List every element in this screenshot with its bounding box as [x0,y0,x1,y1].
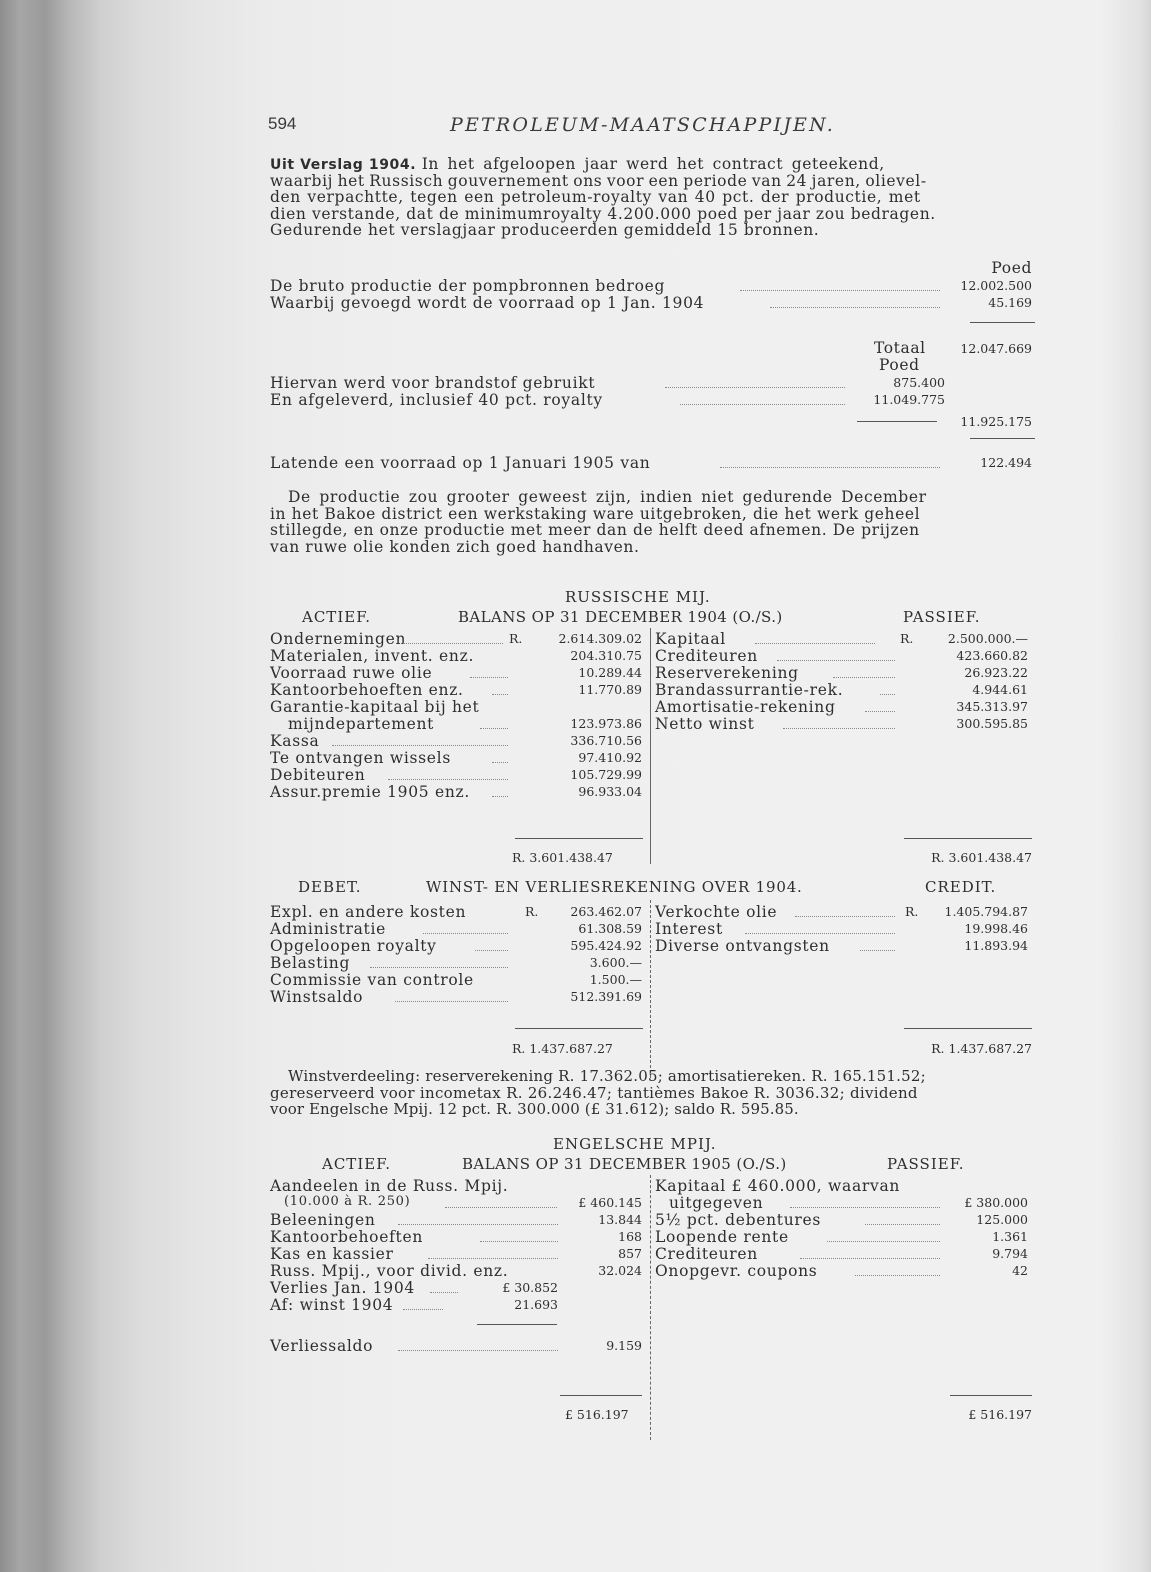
sum-rule [904,1028,1032,1029]
sum-rule [857,421,937,422]
winst-af-row: Af: winst 1904 21.693 [270,1296,558,1314]
unit-label: Poed [991,259,1032,277]
usage-total: 11.925.175 [960,414,1032,429]
leader-dots [430,1290,458,1293]
credit-row: Interest 19.998.46 [655,920,1028,938]
sum-rule [970,438,1035,439]
leader-dots [880,692,895,695]
leader-dots [492,692,508,695]
passief-row: uitgegeven £ 380.000 [669,1194,1028,1212]
leader-dots [855,1273,940,1276]
leader-dots [795,914,895,917]
intro-line-1: Uit Verslag 1904. In het afgeloopen jaar werd het contract geteekend, [270,155,885,173]
leader-dots [492,794,508,797]
leader-dots [470,675,508,678]
leader-dots [445,1205,557,1208]
column-divider [650,1175,651,1440]
para2-line: van ruwe olie konden zich goed handhaven. [270,537,640,556]
leader-dots [388,777,508,780]
actief-row: Russ. Mpij., voor divid. enz. 32.024 [270,1262,642,1280]
credit-total: R. 1.437.687.27 [931,1041,1032,1056]
actief-total: R. 3.601.438.47 [512,850,613,865]
passief-row: Kapitaal R. 2.500.000.— [655,630,1028,648]
section-title: RUSSISCHE MIJ. [565,588,711,606]
leader-dots [777,658,895,661]
para2-line: in het Bakoe district een werkstaking ware uitgebroken, die het werk geheel [270,504,921,523]
total-value: 12.047.669 [960,341,1032,356]
passief-row: Crediteuren 423.660.82 [655,647,1028,665]
leader-dots [790,1205,940,1208]
russische-balance-sheet [270,588,1035,868]
leader-dots [428,1256,558,1259]
production-statement [270,260,1035,470]
actief-row: Kantoorbehoeften 168 [270,1228,642,1246]
running-title: PETROLEUM-MAATSCHAPPIJEN. [450,114,835,136]
passief-heading: PASSIEF. [887,1155,965,1173]
leader-dots [398,1348,558,1351]
total-label: Totaal [874,339,926,357]
leader-dots [370,965,508,968]
passief-row: Amortisatie-rekening 345.313.97 [655,698,1028,716]
leader-dots [755,641,875,644]
leader-dots [827,1239,940,1242]
debet-row: Winstsaldo 512.391.69 [270,988,642,1006]
credit-row: Diverse ontvangsten 11.893.94 [655,937,1028,955]
distribution-line: gereserveerd voor incometax R. 26.246.47; tantièmes Bakoe R. 3036.32; dividend [270,1083,918,1102]
sum-rule [904,838,1032,839]
leader-dots [770,305,940,308]
column-divider [650,628,651,864]
debet-total: R. 1.437.687.27 [512,1041,613,1056]
page-header [268,108,1035,136]
actief-row: Assur.premie 1905 enz. 96.933.04 [270,783,642,801]
leader-dots [395,999,508,1002]
actief-row: (10.000 à R. 250) £ 460.145 [284,1194,642,1210]
leader-dots [403,1307,443,1310]
verliessaldo-row: Verliessaldo 9.159 [270,1337,642,1355]
actief-row: Kassa 336.710.56 [270,732,642,750]
debet-row: Opgeloopen royalty 595.424.92 [270,937,642,955]
leader-dots [865,709,895,712]
actief-total: £ 516.197 [565,1407,629,1422]
sum-rule [515,838,643,839]
actief-row: Ondernemingen R. 2.614.309.02 [270,630,642,648]
actief-row: Materialen, invent. enz. 204.310.75 [270,647,642,665]
actief-row: Kas en kassier 857 [270,1245,642,1263]
leader-dots [783,726,895,729]
sum-rule [515,1028,643,1029]
para2-line: De productie zou grooter geweest zijn, indien niet gedurende December [288,488,927,506]
actief-heading: ACTIEF. [322,1155,392,1173]
remaining-row: Latende een voorraad op 1 Januari 1905 van 122.494 [270,454,1032,472]
actief-row: Kantoorbehoeften enz. 11.770.89 [270,681,642,699]
leader-dots [680,402,845,405]
passief-total: R. 3.601.438.47 [931,850,1032,865]
leader-dots [800,1256,940,1259]
leader-dots [403,641,503,644]
profit-loss-account [270,878,1035,1078]
para2-line: stillegde, en onze productie met meer dan de helft deed afnemen. De prijzen [270,521,920,539]
passief-row: 5½ pct. debentures 125.000 [655,1211,1028,1229]
page-number: 594 [268,114,297,133]
leader-dots [423,931,508,934]
debet-row: Expl. en andere kosten R. 263.462.07 [270,903,642,921]
leader-dots [492,760,508,763]
leader-dots [720,465,940,468]
debet-row: Belasting 3.600.— [270,954,642,972]
actief-row: Te ontvangen wissels 97.410.92 [270,749,642,767]
distribution-line: voor Engelsche Mpij. 12 pct. R. 300.000 (£ 31.612); saldo R. 595.85. [270,1100,799,1118]
leader-dots [332,743,508,746]
sum-rule [560,1395,642,1396]
actief-row: Voorraad ruwe olie 10.289.44 [270,664,642,682]
section-title: ENGELSCHE MPIJ. [553,1135,717,1153]
usage-row: Hiervan werd voor brandstof gebruikt 875.400 [270,374,945,392]
sum-rule [477,1324,557,1325]
credit-heading: CREDIT. [925,878,997,896]
column-divider [650,900,651,1078]
actief-row: Debiteuren 105.729.99 [270,766,642,784]
leader-dots [860,948,895,951]
passief-row: Loopende rente 1.361 [655,1228,1028,1246]
unit-label-2: Poed [879,356,920,374]
intro-lead: Uit Verslag 1904. [270,157,417,173]
passief-row: Kapitaal £ 460.000, waarvan [655,1177,901,1195]
actief-row: Aandeelen in de Russ. Mpij. [270,1177,509,1195]
balance-heading: BALANS OP 31 DECEMBER 1905 (O./S.) [462,1155,787,1173]
leader-dots [398,1222,558,1225]
leader-dots [745,931,895,934]
passief-row: Netto winst 300.595.85 [655,715,1028,733]
actief-row: Beleeningen 13.844 [270,1211,642,1229]
account-heading: WINST- EN VERLIESREKENING OVER 1904. [426,878,803,896]
leader-dots [833,675,895,678]
leader-dots [480,1239,558,1242]
production-row: Waarbij gevoegd wordt de voorraad op 1 Jan. 1904 45.169 [270,294,1032,312]
leader-dots [665,385,845,388]
passief-row: Crediteuren 9.794 [655,1245,1028,1263]
passief-heading: PASSIEF. [903,608,981,626]
intro-line-5: Gedurende het verslagjaar produceerden gemiddeld 15 bronnen. [270,221,820,239]
debet-row: Administratie 61.308.59 [270,920,642,938]
passief-total: £ 516.197 [968,1407,1032,1422]
intro-line-4: dien verstande, dat de minimumroyalty 4.200.000 poed per jaar zou bedragen. [270,204,936,223]
production-row: De bruto productie der pompbronnen bedroeg 12.002.500 [270,277,1032,295]
actief-row: Garantie-kapitaal bij het [270,698,480,716]
actief-row: mijndepartement 123.973.86 [288,715,642,733]
balance-heading: BALANS OP 31 DECEMBER 1904 (O./S.) [458,608,783,626]
leader-dots [740,288,940,291]
leader-dots [480,726,508,729]
intro-line-3: den verpachtte, tegen een petroleum-royalty van 40 pct. der productie, met [270,188,921,206]
usage-row: En afgeleverd, inclusief 40 pct. royalty 11.049.775 [270,391,945,409]
leader-dots [865,1222,940,1225]
sum-rule [970,322,1035,323]
debet-row: Commissie van controle 1.500.— [270,971,642,989]
passief-row: Reserverekening 26.923.22 [655,664,1028,682]
sum-rule [950,1395,1032,1396]
passief-row: Onopgevr. coupons 42 [655,1262,1028,1280]
engelsche-balance-sheet [270,1135,1035,1435]
actief-heading: ACTIEF. [302,608,372,626]
verlies-row: Verlies Jan. 1904 £ 30.852 [270,1279,558,1297]
intro-line-2: waarbij het Russisch gouvernement ons voor een periode van 24 jaren, olievel- [270,171,927,190]
passief-row: Brandassurrantie-rek. 4.944.61 [655,681,1028,699]
debet-heading: DEBET. [298,878,362,896]
distribution-line: Winstverdeeling: reserverekening R. 17.362.05; amortisatiereken. R. 165.151.52; [288,1067,926,1085]
credit-row: Verkochte olie R. 1.405.794.87 [655,903,1028,921]
leader-dots [475,948,508,951]
